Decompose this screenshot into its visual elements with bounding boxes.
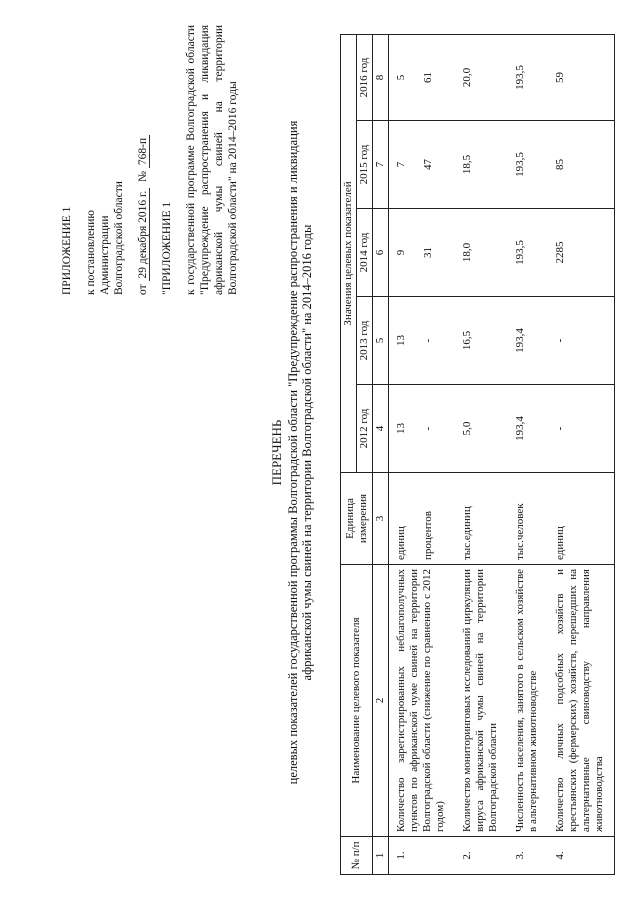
value: 193,5 [508,34,548,120]
value: 9 [395,249,407,256]
number-prefix: № [137,170,149,182]
value: 193,5 [508,121,548,209]
value: 18,0 [455,209,508,297]
indicator-name: Численность населения, занятого в сельском хозяйстве в альтернативном животноводстве [508,565,548,837]
header-row [341,34,357,874]
col-number: 8 [373,34,389,120]
value-cell [389,297,456,385]
value: - [548,385,615,473]
header-year: 2012 год [357,385,373,473]
header-year: 2016 год [357,34,373,120]
header-year: 2015 год [357,121,373,209]
document-title: ПЕРЕЧЕНЬ [269,419,284,486]
indicator-name: Количество мониторинговых исследований циркуляции вируса африканской чумы свиней на территории Волгоградской области [455,565,508,837]
annex-line: к постановлению [85,210,97,295]
value: 31 [422,247,434,258]
header-unit: Единица измерения [341,473,373,565]
value: - [422,338,434,343]
document-title-block [270,40,314,865]
unit-value: единиц [395,526,407,560]
value-cell [389,385,456,473]
quote-title: "ПРИЛОЖЕНИЕ 1 [161,201,173,295]
value: 13 [395,423,407,434]
date-value: 29 декабря 2016 г. [137,188,150,282]
col-number: 5 [373,297,389,385]
value-cell [389,34,456,120]
column-number-row [373,34,389,874]
header-year: 2014 год [357,209,373,297]
header-name: Наименование целевого показателя [341,565,373,837]
row-number: 1. [389,837,456,875]
indicator-name: Количество личных подсобных хозяйств и крестьянских (фермерских) хозяйств, перешедших на альтернативные свиноводству направления животноводства [548,565,615,837]
value: 85 [548,121,615,209]
value-cell [389,121,456,209]
annex-date-line [136,25,150,295]
table-row [548,34,615,874]
unit-value: процентов [422,511,434,560]
table-row [389,34,456,874]
unit-cell [389,473,456,565]
col-number: 2 [373,565,389,837]
document-subtitle: целевых показателей государственной программы Волгоградской области "Предупреждение распространения и ликвидация [286,120,300,785]
annex-line: Волгоградской области [113,181,125,295]
number-value: 768-п [137,135,150,168]
row-number: 2. [455,837,508,875]
value: 61 [422,71,434,83]
header-num: № п/п [341,837,373,875]
quote-text: к государственной программе Волгоградской области "Предупреждение распространения и ликвидация африканской чумы свиней на территории Волгоградской области" на 2014–2016 годы [185,25,239,295]
unit-value: единиц [548,473,615,565]
value: 193,4 [508,385,548,473]
header-year: 2013 год [357,297,373,385]
indicator-name: Количество зарегистрированных неблагополучных пунктов по африканской чуме свиней на территории Волгоградской области (снижение по сравнению с 2012 годом) [389,565,456,837]
row-number: 4. [548,837,615,875]
annex-title: ПРИЛОЖЕНИЕ 1 [61,206,73,295]
unit-value: тыс.единиц [455,473,508,565]
value: 16,5 [455,297,508,385]
col-number: 4 [373,385,389,473]
value: 13 [395,335,407,346]
value: 47 [422,159,434,170]
value: 2285 [548,209,615,297]
value: 7 [395,161,407,168]
value: 20,0 [455,34,508,120]
value: - [422,426,434,431]
col-number: 1 [373,837,389,875]
col-number: 7 [373,121,389,209]
value: 193,5 [508,209,548,297]
value: 18,5 [455,121,508,209]
value: 5,0 [455,385,508,473]
col-number: 6 [373,209,389,297]
indicators-table [340,34,615,875]
value-cell [389,209,456,297]
value: 59 [548,34,615,120]
document-subtitle: африканской чумы свиней на территории Волгоградской области" на 2014–2016 годы [300,224,314,681]
header-values-group: Значения целевых показателей [341,34,357,472]
unit-value: тыс.человек [508,473,548,565]
table-row [455,34,508,874]
annex-block [60,25,240,295]
annex-line: Администрации [99,215,111,295]
value: - [548,297,615,385]
table-row [508,34,548,874]
col-number: 3 [373,473,389,565]
value: 193,4 [508,297,548,385]
date-prefix: от [137,284,149,295]
row-number: 3. [508,837,548,875]
value: 5 [395,74,407,81]
